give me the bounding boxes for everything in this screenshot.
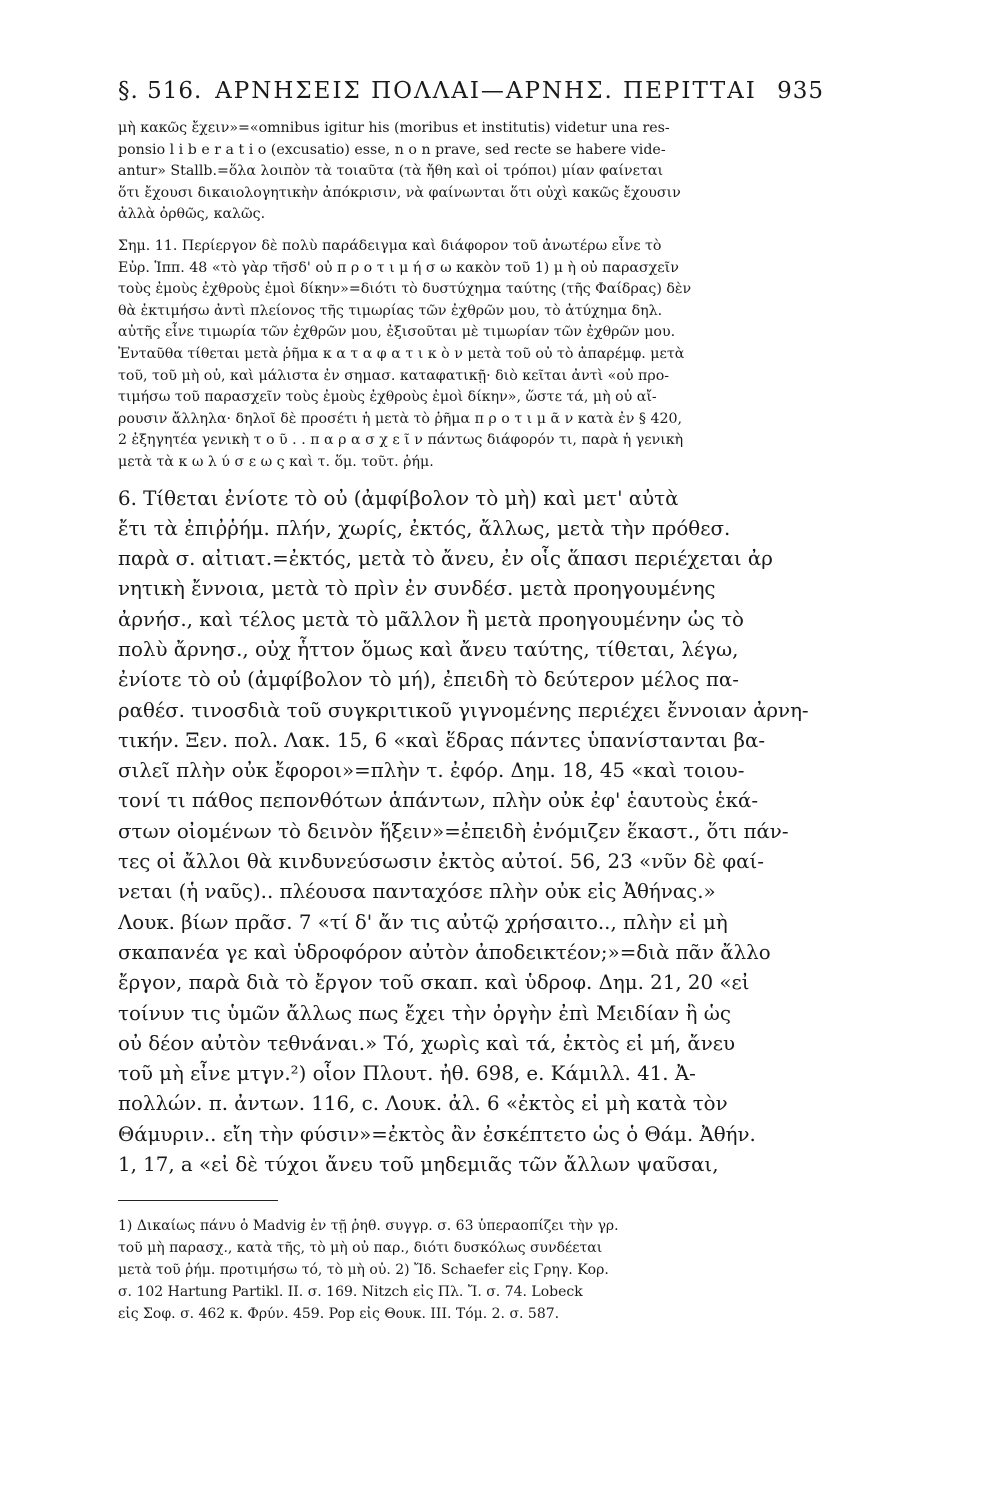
text-line: τοὺς ἐμοὺς ἐχθροὺς ἐμοὶ δίκην»=διότι τὸ δυστύχημα ταύτης (τῆς Φαίδρας) δὲν (118, 281, 692, 298)
text-line: οὐ δέον αὐτὸν τεθνάναι.» Τό, χωρὶς καὶ τά, ἐκτὸς εἰ μή, ἄνευ (118, 1031, 736, 1055)
text-line: θὰ ἐκτιμήσω ἀντὶ πλείονος τῆς τιμωρίας τῶν ἐχθρῶν μου, τὸ ἀτύχημα δηλ. (118, 302, 663, 319)
footnotes (118, 1215, 824, 1325)
text-line: Θάμυριν.. εἴη τὴν φύσιν»=ἐκτὸς ἂν ἐσκέπτετο ὡς ὁ Θάμ. Ἀθήν. (118, 1122, 756, 1146)
text-line: Λουκ. βίων πρᾶσ. 7 «τί δ' ἄν τις αὐτῷ χρήσαιτο.., πλὴν εἰ μὴ (118, 910, 728, 934)
text-line: νητικὴ ἔννοια, μετὰ τὸ πρὶν ἐν συνδέσ. μετὰ προηγουμένης (118, 577, 716, 601)
text-line: παρὰ σ. αἰτιατ.=ἐκτός, μετὰ τὸ ἄνευ, ἐν οἷς ἅπασι περιέχεται ἀρ (118, 547, 773, 571)
text-line: πολὺ ἄρνησ., οὐχ ἧττον ὅμως καὶ ἄνευ ταύτης, τίθεται, λέγω, (118, 637, 739, 661)
text-line: ρουσιν ἄλληλα· δηλοῖ δὲ προσέτι ἡ μετὰ τὸ ῥῆμα π ρ ο τ ι μ ᾶ ν κατὰ ἐν § 420, (118, 410, 683, 427)
text-line: τιμήσω τοῦ παρασχεῖν τοὺς ἐμοὺς ἐχθροὺς ἐμοὶ δίκην», ὥστε τά, μὴ οὐ αἴ- (118, 389, 657, 406)
footnote-line: τοῦ μὴ παρασχ., κατὰ τῆς, τὸ μὴ οὐ παρ., διότι δυσκόλως συνδέεται (118, 1240, 603, 1257)
text-line: τοῦ, τοῦ μὴ οὐ, καὶ μάλιστα ἐν σημασ. καταφατικῇ· διὸ κεῖται ἀντὶ «οὐ προ- (118, 367, 670, 384)
text-line: ἀρνήσ., καὶ τέλος μετὰ τὸ μᾶλλον ἢ μετὰ προηγουμένην ὡς τὸ (118, 607, 744, 631)
page-number: 935 (777, 78, 824, 104)
text-line: στων οἰομένων τὸ δεινὸν ἥξειν»=ἐπειδὴ ἐνόμιζεν ἕκαστ., ὅτι πάν- (118, 819, 789, 843)
text-line: νεται (ἡ ναῦς).. πλέουσα πανταχόσε πλὴν οὐκ εἰς Ἀθήνας.» (118, 880, 716, 904)
book-page (118, 78, 824, 1325)
footnote-line: 1) Δικαίως πάνυ ὁ Madvig ἐν τῇ ῥηθ. συγγρ. σ. 63 ὑπεραοπίζει τὴν γρ. (118, 1218, 619, 1235)
text-line: 6. Τίθεται ἐνίοτε τὸ οὐ (ἀμφίβολον τὸ μὴ) καὶ μετ' αὐτὰ (118, 486, 679, 510)
text-line: τικήν. Ξεν. πολ. Λακ. 15, 6 «καὶ ἕδρας πάντες ὑπανίστανται βα- (118, 728, 766, 752)
text-line: Ἐνταῦθα τίθεται μετὰ ῥῆμα κ α τ α φ α τ ι κ ὸ ν μετὰ τοῦ οὐ τὸ ἀπαρέμφ. μετὰ (118, 345, 685, 362)
text-line: μὴ κακῶς ἔχειν»=«omnibus igitur his (moribus et institutis) videtur una res- (118, 120, 670, 136)
intro-paragraph (118, 118, 824, 226)
text-line: σκαπανέα γε καὶ ὑδροφόρον αὐτὸν ἀποδεικτέον;»=διὰ πᾶν ἄλλο (118, 940, 771, 964)
text-line: ραθέσ. τινοσδιὰ τοῦ συγκριτικοῦ γιγνομένης περιέχει ἔννοιαν ἀρνη- (118, 698, 809, 722)
text-line: ἐνίοτε τὸ οὐ (ἀμφίβολον τὸ μή), ἐπειδὴ τὸ δεύτερον μέλος πα- (118, 668, 739, 692)
text-line: ἀλλὰ ὀρθῶς, καλῶς. (118, 206, 266, 223)
text-line: Εὐρ. Ἱππ. 48 «τὸ γὰρ τῆσδ' οὐ π ρ ο τ ι μ ή σ ω κακὸν τοῦ 1) μ ὴ οὐ παρασχεῖν (118, 259, 679, 276)
text-line: τοῦ μὴ εἶνε μτγν.²) οἷον Πλουτ. ἠθ. 698, e. Κάμιλλ. 41. Ἀ- (118, 1062, 696, 1086)
footnote-separator (118, 1200, 278, 1201)
running-header (118, 78, 824, 118)
running-title: ΑΡΝΗΣΕΙΣ ΠΟΛΛΑΙ—ΑΡΝΗΣ. ΠΕΡΙΤΤΑΙ (215, 78, 757, 104)
text-line: ἔτι τὰ ἐπιῤῥήμ. πλήν, χωρίς, ἐκτός, ἄλλως, μετὰ τὴν πρόθεσ. (118, 516, 731, 540)
text-line: σιλεῖ πλὴν οὐκ ἔφοροι»=πλὴν τ. ἐφόρ. Δημ. 18, 45 «καὶ τοιου- (118, 759, 745, 783)
text-line: τοίνυν τις ὑμῶν ἄλλως πως ἔχει τὴν ὀργὴν ἐπὶ Μειδίαν ἢ ὡς (118, 1001, 731, 1025)
text-line: antur» Stallb.=ὅλα λοιπὸν τὰ τοιαῦτα (τὰ ἤθη καὶ οἱ τρόποι) μίαν φαίνεται (118, 163, 664, 180)
footnote-line: μετὰ τοῦ ῥήμ. προτιμήσω τό, τὸ μὴ οὐ. 2) Ἴδ. Schaefer εἰς Γρηγ. Κορ. (118, 1262, 609, 1279)
text-line: τες οἱ ἄλλοι θὰ κινδυνεύσωσιν ἐκτὸς αὐτοί. 56, 23 «νῦν δὲ φαί- (118, 850, 764, 874)
text-line: 1, 17, a «εἰ δὲ τύχοι ἄνευ τοῦ μηδεμιᾶς τῶν ἄλλων ψαῦσαι, (118, 1153, 719, 1177)
text-line: ponsio l i b e r a t i o (excusatio) esse, n o n prave, sed recte se habere vide- (118, 141, 666, 158)
text-line: πολλών. π. ἀντων. 116, c. Λουκ. ἀλ. 6 «ἐκτὸς εἰ μὴ κατὰ τὸν (118, 1092, 728, 1116)
note-paragraph (118, 236, 824, 474)
footnote-line: σ. 102 Hartung Partikl. II. σ. 169. Nitzch εἰς Πλ. Ἴ. σ. 74. Lobeck (118, 1284, 583, 1301)
text-line: τονί τι πάθος πεπονθότων ἁπάντων, πλὴν οὐκ ἐφ' ἑαυτοὺς ἑκά- (118, 789, 759, 813)
text-line: ὅτι ἔχουσι δικαιολογητικὴν ἀπόκρισιν, νὰ φαίνωνται ὅτι οὐχὶ κακῶς ἔχουσιν (118, 184, 681, 201)
text-line: Σημ. 11. Περίεργον δὲ πολὺ παράδειγμα καὶ διάφορον τοῦ ἀνωτέρω εἶνε τὸ (118, 237, 662, 254)
footnote-line: εἰς Σοφ. σ. 462 κ. Φρύν. 459. Pop εἰς Θουκ. III. Τόμ. 2. σ. 587. (118, 1306, 560, 1323)
text-line: 2 ἐξηγητέα γενικὴ τ ο ῦ . . π α ρ α σ χ ε ῖ ν πάντως διάφορόν τι, παρὰ ἡ γενικὴ (118, 432, 684, 449)
text-line: αὐτῆς εἶνε τιμωρία τῶν ἐχθρῶν μου, ἐξισοῦται μὲ τιμωρίαν τῶν ἐχθρῶν μου. (118, 324, 676, 341)
text-line: ἔργον, παρὰ διὰ τὸ ἔργον τοῦ σκαπ. καὶ ὑδροφ. Δημ. 21, 20 «εἰ (118, 971, 750, 995)
main-paragraph (118, 484, 824, 1181)
text-line: μετὰ τὰ κ ω λ ύ σ ε ω ς καὶ τ. ὅμ. τοῦτ. ῥήμ. (118, 453, 434, 470)
section-number: §. 516. (118, 78, 203, 104)
